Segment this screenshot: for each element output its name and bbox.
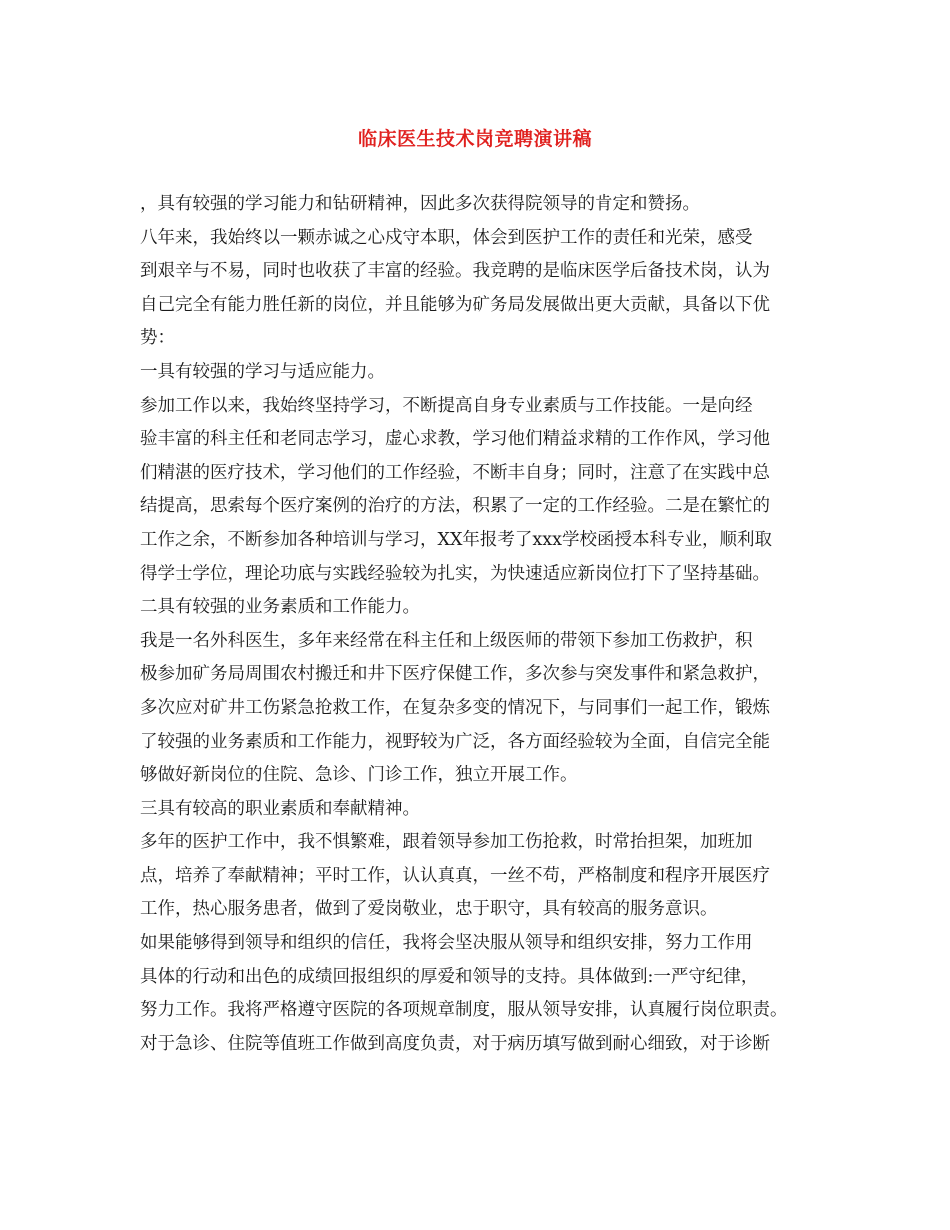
body-line: 八年来，我始终以一颗赤诚之心戍守本职，体会到医护工作的责任和光荣，感受 [140, 227, 753, 248]
body-line: 势： [140, 328, 175, 349]
body-line: 工作之余，不断参加各种培训与学习，XX年报考了xxx学校函授本科专业，顺利取 [140, 529, 773, 550]
document-body [140, 188, 832, 1061]
body-line: 对于急诊、住院等值班工作做到高度负责，对于病历填写做到耐心细致，对于诊断 [140, 1033, 770, 1054]
body-line: 具体的行动和出色的成绩回报组织的厚爱和领导的支持。具体做到:一严守纪律， [140, 966, 759, 987]
section-heading-3: 三具有较高的职业素质和奉献精神。 [140, 798, 420, 819]
body-line: 到艰辛与不易，同时也收获了丰富的经验。我竞聘的是临床医学后备技术岗，认为 [140, 261, 770, 282]
body-line: 多年的医护工作中，我不惧繁难，跟着领导参加工伤抢救，时常抬担架，加班加 [140, 832, 753, 853]
body-line: 多次应对矿井工伤紧急抢救工作，在复杂多变的情况下，与同事们一起工作，锻炼 [140, 697, 770, 718]
document-title: 临床医生技术岗竞聘演讲稿 [357, 128, 592, 150]
body-line: 工作，热心服务患者，做到了爱岗敬业，忠于职守，具有较高的服务意识。 [140, 899, 718, 920]
body-line: 够做好新岗位的住院、急诊、门诊工作，独立开展工作。 [140, 765, 578, 786]
body-line: 如果能够得到领导和组织的信任，我将会坚决服从领导和组织安排，努力工作用 [140, 933, 753, 954]
section-heading-2: 二具有较强的业务素质和工作能力。 [140, 597, 420, 618]
section-heading-1: 一具有较强的学习与适应能力。 [140, 361, 385, 382]
body-line: 得学士学位，理论功底与实践经验较为扎实，为快速适应新岗位打下了坚持基础。 [140, 563, 770, 584]
body-line: 结提高，思索每个医疗案例的治疗的方法，积累了一定的工作经验。二是在繁忙的 [140, 496, 770, 517]
body-line: 们精湛的医疗技术，学习他们的工作经验，不断丰自身；同时，注意了在实践中总 [140, 462, 770, 483]
body-line: 点，培养了奉献精神；平时工作，认认真真，一丝不苟，严格制度和程序开展医疗 [140, 865, 770, 886]
body-line: 努力工作。我将严格遵守医院的各项规章制度，服从领导安排，认真履行岗位职责。 [140, 1000, 788, 1021]
body-line: 极参加矿务局周围农村搬迁和井下医疗保健工作，多次参与突发事件和紧急救护， [140, 664, 770, 685]
body-line: 验丰富的科主任和老同志学习，虚心求教，学习他们精益求精的工作作风，学习他 [140, 429, 770, 450]
body-line: ，具有较强的学习能力和钻研精神，因此多次获得院领导的肯定和赞扬。 [140, 194, 700, 214]
body-line: 参加工作以来，我始终坚持学习，不断提高自身专业素质与工作技能。一是向经 [140, 395, 753, 416]
body-line: 了较强的业务素质和工作能力，视野较为广泛，各方面经验较为全面，自信完全能 [140, 731, 770, 752]
body-line: 我是一名外科医生，多年来经常在科主任和上级医师的带领下参加工伤救护，积 [140, 630, 753, 651]
body-line: 自己完全有能力胜任新的岗位，并且能够为矿务局发展做出更大贡献，具备以下优 [140, 294, 770, 315]
